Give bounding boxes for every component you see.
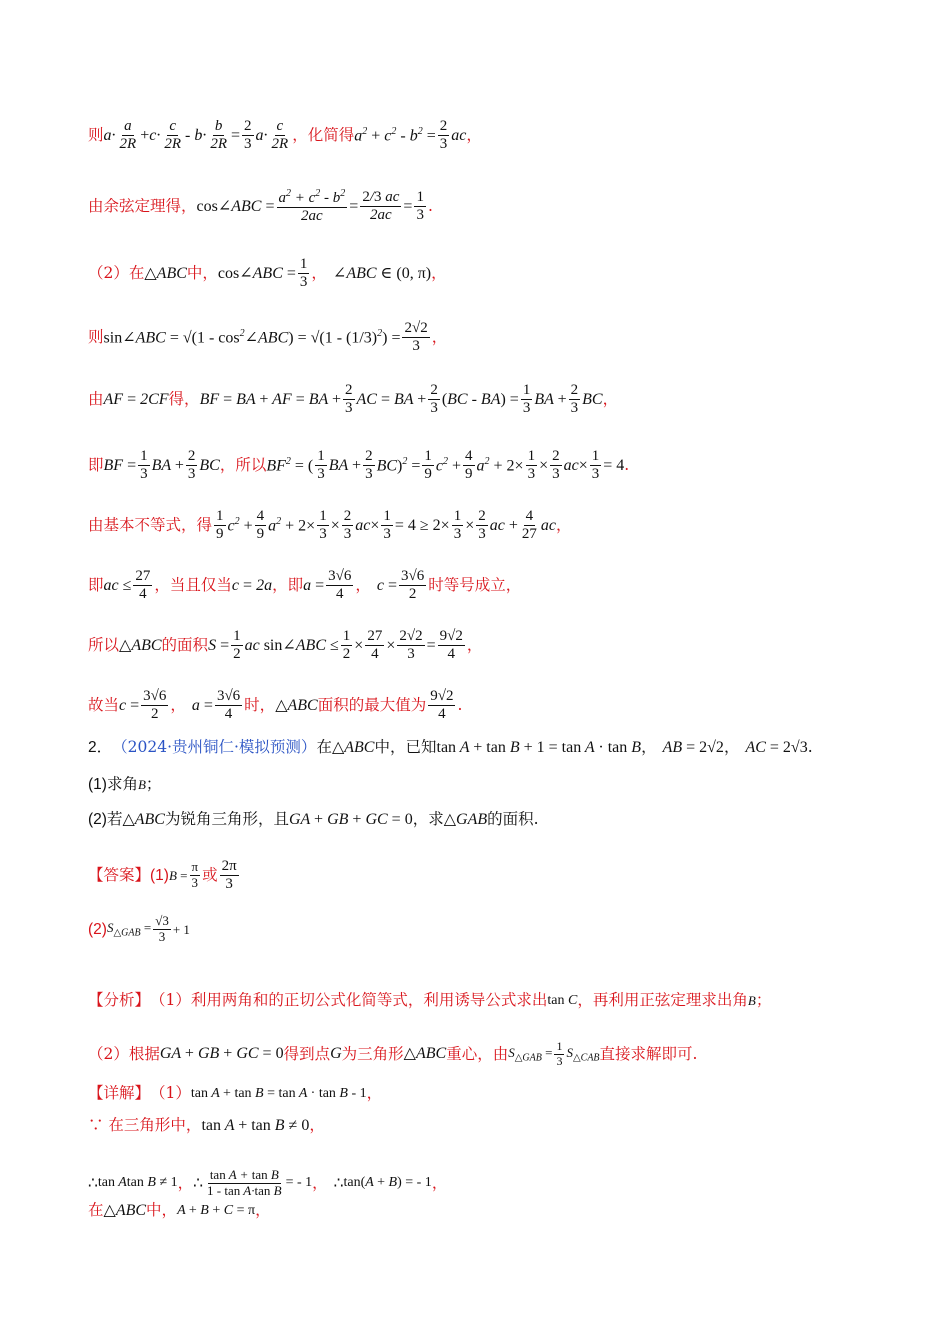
detail-line-4: 在 △ABC 中， A + B + C = π ， — [88, 1201, 271, 1220]
solution-line-sine-substitution: 则 a· $\frac{a}{2R}$ +c· $\frac{c}{2R}$ - b· $\frac{b}{2R}$ = $\frac{2}{3}$ a· $\frac{c}{2R}$ ， 化简得 $a^2 + c^2 - b^2$ = $\frac{2}{3}$ ac ， — [88, 118, 482, 153]
formula: a· — [103, 126, 116, 144]
detail-line-2: ∵ 在三角形中， tan A + tan B ≠ 0 ， — [88, 1116, 325, 1135]
solution-line-part2-intro: （2）在 △ABC 中， cos∠ABC = $\frac{1}{3}$ ， ∠ABC ∈ (0, π) ， — [88, 256, 447, 291]
problem-number: 2． — [88, 739, 113, 757]
problem-source: （2024·贵州铜仁·模拟预测） — [112, 738, 317, 757]
problem-2-question-2: (2)若 △ABC 为锐角三角形，且 GA + GB + GC = 0 ，求 △GAB 的面积. — [88, 810, 539, 829]
detail-line-1: 【详解】 （1） tan A + tan B = tan A · tan B - 1 ， — [88, 1084, 383, 1102]
formula-fraction: $\frac{a}{2R}$ — [119, 118, 137, 153]
answer-line-1: 【答案】 (1) B = $\frac{\pi}{3}$ 或 $\frac{2\pi}{3}$ — [88, 858, 237, 893]
detail-label: 【详解】 — [88, 1085, 151, 1102]
analysis-label: 【分析】 — [88, 992, 151, 1009]
solution-line-bf-squared: 即 BF = $\frac{1}{3}$ BA + $\frac{2}{3}$ BC ，所以 $BF^2$ = ( $\frac{1}{3}$ BA + $\frac{2}{3}$ BC)$^2$ = $\frac{1}{9}$ $c^2$ + $\frac{4}{9}$ $a^2 + 2\times$ $\frac{1}{3}$ × $\frac{2}{3}$ ac× $\frac{1}{3}$ = 4 . — [88, 448, 630, 483]
answer-label: 【答案】 — [88, 867, 151, 884]
solution-line-conclusion: 故当 c = $\frac{3√6}{2}$ ， a = $\frac{3√6}{4}$ 时， △ABC 面积的最大值为 $\frac{9√2}{4}$ . — [88, 688, 463, 723]
line-prefix: 则 — [88, 126, 104, 144]
analysis-line-2: （2）根据 GA + GB + GC = 0 得到点 G 为三角形 △ABC 重心，由 $S_{\triangle GAB}$ = $\frac{1}{3}$ $S_{\triangle CAB}$ 直接求解即可. — [88, 1039, 698, 1068]
solution-line-inequality: 由基本不等式，得 $\frac{1}{9}$ $c^2$ + $\frac{4}{9}$ $a^2 + 2\times$ $\frac{1}{3}$ × $\frac{2}{3}$ ac× $\frac{1}{3}$ = 4 ≥ 2× $\frac{1}{3}$ × $\frac{2}{3}$ ac + $\frac{4}{27}$ ac ， — [88, 508, 572, 543]
solution-line-cosine-rule: 由余弦定理得， cos∠ABC = $\frac{a^2 + c^2 - b^2}{2ac}$ = $\frac{2/3 ac}{2ac}$ = $\frac{1}{3}$ . — [88, 188, 433, 225]
problem-2-question-1: (1)求角 B ； — [88, 775, 162, 793]
detail-line-3: ∴ tan Atan B ≠ 1 ， ∴ $\frac{\text{tan A + tan B}}{\text{1 - tan A·tan B}}$ = - 1 ， ∴ tan(A + B) = - 1 ， — [88, 1167, 448, 1198]
problem-2-stem: 2． （2024·贵州铜仁·模拟预测） 在 △ABC 中，已知 tan A + tan B + 1 = tan A · tan B ， AB = 2√2 ， AC = 2√3 . — [88, 738, 813, 757]
solution-line-vector-bf: 由 AF = 2CF 得， BF = BA + AF = BA + $\frac{2}{3}$ AC = BA + $\frac{2}{3}$ (BC - BA) = $\frac{1}{3}$ BA + $\frac{2}{3}$ BC ， — [88, 382, 619, 417]
solution-line-sine-value: 则 sin∠ABC = $√(1 - \cos^2\angle ABC) = √(1 - (1/3)^2)$ = $\frac{2√2}{3}$ ， — [88, 320, 448, 355]
solution-line-equality-case: 即 ac ≤ $\frac{27}{4}$ ，当且仅当 c = 2a ，即 a = $\frac{3√6}{4}$ ， c = $\frac{3√6}{2}$ 时等号成立， — [88, 568, 522, 603]
answer-line-2: (2) $S_{\triangle GAB}$ = $\frac{√3}{3}$ + 1 — [88, 913, 190, 944]
analysis-line-1: 【分析】 （1）利用两角和的正切公式化简等式，利用诱导公式求出 tan C ，再利用正弦定理求出角 B ； — [88, 991, 772, 1009]
solution-line-area-bound: 所以 △ABC 的面积 S = $\frac{1}{2}$ ac sin∠ABC ≤ $\frac{1}{2}$ × $\frac{27}{4}$ × $\frac{2√2}{3}$ = $\frac{9√2}{4}$ ， — [88, 628, 483, 663]
simplify-note: 化简得 — [307, 126, 355, 144]
